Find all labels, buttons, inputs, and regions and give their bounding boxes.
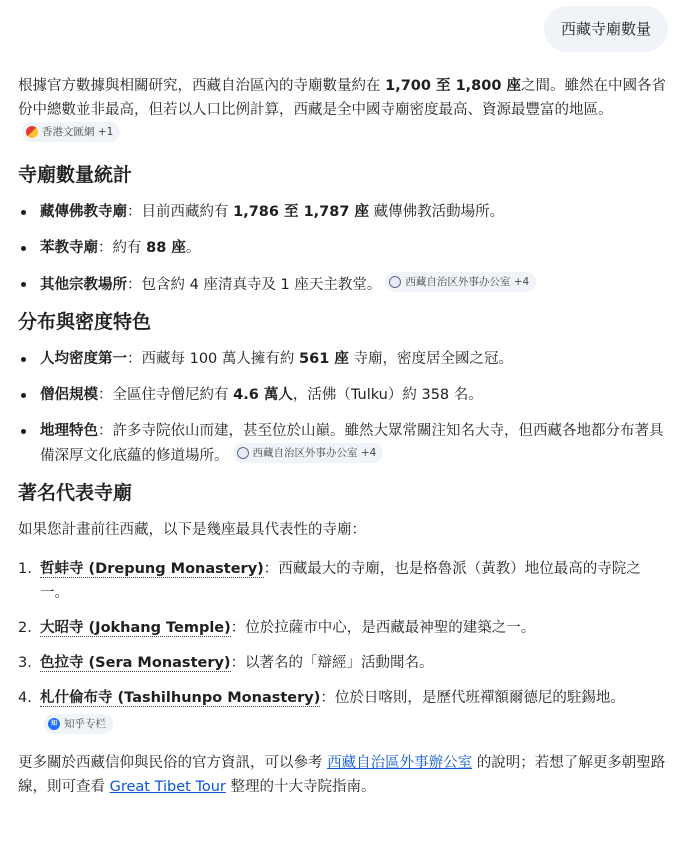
list-item (18, 236, 668, 260)
list-item (18, 651, 668, 675)
source-chip[interactable] (385, 272, 536, 292)
gov-source-icon (389, 276, 401, 288)
item-label: 苯教寺廟 (40, 240, 98, 256)
item-text: ：以著名的「辯經」活動聞名。 (230, 655, 434, 671)
intro-bold: 1,700 至 1,800 座 (385, 78, 521, 94)
zhihu-source-icon: 知 (48, 718, 60, 730)
item-label: 地理特色 (40, 423, 98, 439)
bullet-list (18, 347, 668, 468)
item-bold: 561 座 (299, 351, 349, 367)
item-text-2: 寺廟，密度居全國之冠。 (348, 351, 513, 367)
list-item (18, 686, 668, 734)
item-text: ：包含約 4 座清真寺及 1 座天主教堂。 (127, 277, 382, 293)
item-text: ：許多寺院依山而建，甚至位於山巔。雖然大眾常關注知名大寺，但西藏各地都分布著具備深厚文化底蘊的修道場所。 (40, 423, 664, 464)
source-chip[interactable] (233, 443, 384, 463)
outro-paragraph (18, 751, 668, 799)
news-source-icon (26, 126, 38, 138)
list-item (18, 347, 668, 371)
item-text: ：西藏每 100 萬人擁有約 (127, 351, 300, 367)
list-item (18, 557, 668, 605)
item-number: 4. (18, 690, 32, 706)
source-chip-label: 知乎专栏 (64, 718, 106, 730)
section-heading: 寺廟數量統計 (18, 164, 133, 186)
list-item (18, 200, 668, 224)
item-label: 藏傳佛教寺廟 (40, 204, 127, 220)
temple-name-link[interactable]: 大昭寺 (Jokhang Temple) (40, 620, 231, 636)
outro-text-3: 整理的十大寺院指南。 (225, 779, 376, 795)
item-text: ：西藏最大的寺廟，也是格魯派（黃教）地位最高的寺院之一。 (40, 561, 641, 601)
section-intro: 如果您計畫前往西藏，以下是幾座最具代表性的寺廟： (18, 522, 366, 538)
bullet-list (18, 200, 668, 297)
item-text-2: ，活佛（Tulku）約 358 名。 (292, 387, 483, 403)
item-number: 2. (18, 620, 32, 636)
item-text-2: 。 (185, 240, 201, 256)
intro-paragraph (18, 74, 668, 147)
temple-name-link[interactable]: 札什倫布寺 (Tashilhunpo Monastery) (40, 690, 321, 706)
intro-text-2: 之間。雖然在中國各省份中總數並非最高，但若以人口比例計算，西藏是全中國寺廟密度最高、資源最豐富的地區。 (18, 78, 666, 118)
list-item (18, 616, 668, 640)
item-number: 1. (18, 561, 32, 577)
item-text: ：約有 (98, 240, 147, 256)
source-chip[interactable] (44, 714, 113, 734)
item-text: ：全區住寺僧尼約有 (98, 387, 234, 403)
source-chip-label: 西藏自治区外事办公室 +4 (405, 276, 530, 288)
list-item (18, 272, 668, 297)
list-item (18, 383, 668, 407)
item-bold: 1,786 至 1,787 座 (233, 204, 369, 220)
tibet-foreign-affairs-link[interactable]: 西藏自治區外事辦公室 (327, 755, 473, 771)
user-query-bubble: 西藏寺廟數量 (544, 6, 668, 52)
section-heading: 分布與密度特色 (18, 311, 152, 333)
intro-text: 根據官方數據與相關研究，西藏自治區內的寺廟數量約在 (18, 78, 386, 94)
item-text: ：位於日喀則，是歷代班禪額爾德尼的駐錫地。 (320, 690, 625, 706)
item-label: 人均密度第一 (40, 351, 127, 367)
item-text-2: 藏傳佛教活動場所。 (368, 204, 505, 220)
numbered-list (18, 557, 668, 734)
temple-name-link[interactable]: 哲蚌寺 (Drepung Monastery) (40, 561, 264, 577)
temple-name-link[interactable]: 色拉寺 (Sera Monastery) (40, 655, 231, 671)
great-tibet-tour-link[interactable]: Great Tibet Tour (109, 779, 226, 795)
section-heading: 著名代表寺廟 (18, 482, 133, 504)
source-chip-label: 西藏自治区外事办公室 +4 (252, 447, 377, 459)
item-number: 3. (18, 655, 32, 671)
gov-source-icon (237, 447, 249, 459)
source-chip-label: 香港文匯網 +1 (42, 126, 114, 138)
list-item (18, 419, 668, 468)
item-text: ：位於拉薩市中心，是西藏最神聖的建築之一。 (230, 620, 536, 636)
response-body (18, 74, 668, 799)
outro-text: 更多關於西藏信仰與民俗的官方資訊，可以參考 (18, 755, 328, 771)
item-bold: 88 座 (146, 240, 186, 256)
source-chip[interactable] (22, 122, 120, 142)
item-label: 僧侶規模 (40, 387, 98, 403)
outro-text-2: 的說明；若想了解更多朝聖路線，則可查看 (18, 755, 666, 795)
item-text: ：目前西藏約有 (127, 204, 234, 220)
item-label: 其他宗教場所 (40, 277, 127, 293)
item-bold: 4.6 萬人 (233, 387, 293, 403)
